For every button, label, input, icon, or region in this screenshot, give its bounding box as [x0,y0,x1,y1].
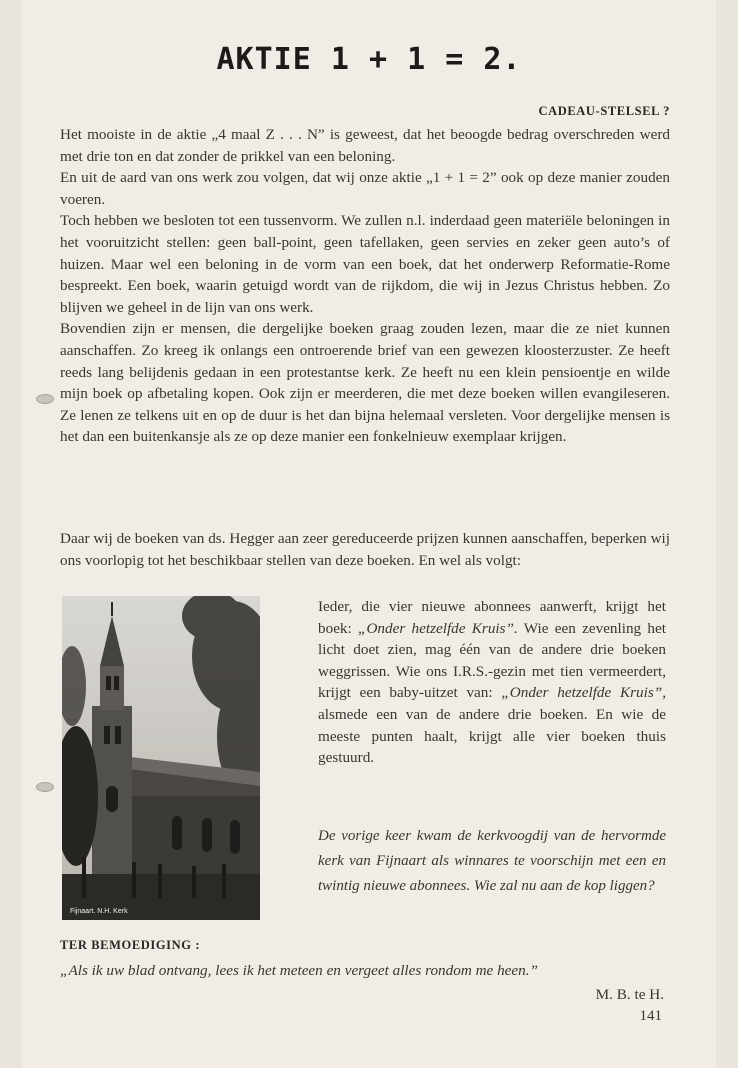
books-paragraph: Daar wij de boeken van ds. Hegger aan zeer gereduceerde prijzen kunnen aanschaffen, beperken wij ons voorlopig tot het beschikbaar stellen van deze boeken. En wel als volgt: [60,530,670,569]
section-subheading: CADEAU-STELSEL ? [538,104,670,118]
winner-announcement: De vorige keer kwam de kerkvoogdij van de hervormde kerk van Fijnaart als winnares te voorschijn met een en twintig nieuwe abonnees. Wie zal nu aan de kop liggen? [318,828,666,894]
punch-hole [36,394,54,404]
quote-signature: M. B. te H. [595,986,664,1003]
page-title: AKTIE 1 + 1 = 2. [216,42,522,77]
intro-text [60,124,670,448]
rewards-text-3: alsmede een van de andere drie boeken. En wie de meeste punten haalt, krijgt alle vier boeken thuis gestuurd. [318,705,666,767]
punch-hole [36,782,54,792]
rewards-text-2: Wie een zevenling het licht doet zien, mag één van de andere drie boeken weggrissen. Wie ons I.R.S.-gezin met tien vermeerdert, krijgt een baby-uitzet van: [318,619,666,702]
paragraph: Het mooiste in de aktie „4 maal Z . . . N” is geweest, dat het beoogde bedrag overschreden werd met drie ton en dat zonder de prikkel van een beloning. [60,126,670,165]
church-photo [62,596,260,920]
book-title: „Onder hetzelfde Kruis”. [358,619,518,637]
paragraph: En uit de aard van ons werk zou volgen, dat wij onze aktie „1 + 1 = 2” ook op deze manier zouden voeren. [60,169,670,208]
encouragement-heading: TER BEMOEDIGING : [60,938,201,952]
photo-caption: Fijnaart. N.H. Kerk [70,908,128,915]
rewards-text-1: Ieder, die vier nieuwe abonnees aanwerft, krijgt het boek: [318,598,666,637]
rewards-text [318,596,666,769]
paragraph: Toch hebben we besloten tot een tussenvorm. We zullen n.l. inderdaad geen materiële beloningen in het vooruitzicht stellen: geen ball-point, geen tafellaken, geen servies en zeker geen auto’s of huizen. Maar wel een beloning in de vorm van een boek, dat het onderwerp Reformatie-Rome bespreekt. Een boek, waarin getuigd wordt van de rijkdom, die wij in Jezus Christus hebben. Zo blijven we geheel in de lijn van ons werk. [60,212,670,316]
reader-quote: „Als ik uw blad ontvang, lees ik het meteen en vergeet alles rondom me heen.” [60,962,539,979]
church-illustration [62,596,260,920]
book-title: „Onder hetzelfde Kruis”, [501,684,666,702]
page-number: 141 [639,1008,662,1024]
paragraph: Bovendien zijn er mensen, die dergelijke boeken graag zouden lezen, maar die ze niet kunnen aanschaffen. Zo kreeg ik onlangs een ontroerende brief van een gewezen kloosterzuster. Ze heeft reeds lang belijdenis gedaan in een protestantse kerk. Ze heeft nu een klein pensioentje en wilde mijn boek op afbetaling kopen. Ook zijn er meerderen, die met deze boeken willen evangileseren. Ze lenen ze telkens uit en op de duur is het dan bijna helemaal versleten. Voor dergelijke mensen is het dan een buitenkansje als ze op deze manier een fonkelnieuw exemplaar krijgen. [60,320,670,446]
